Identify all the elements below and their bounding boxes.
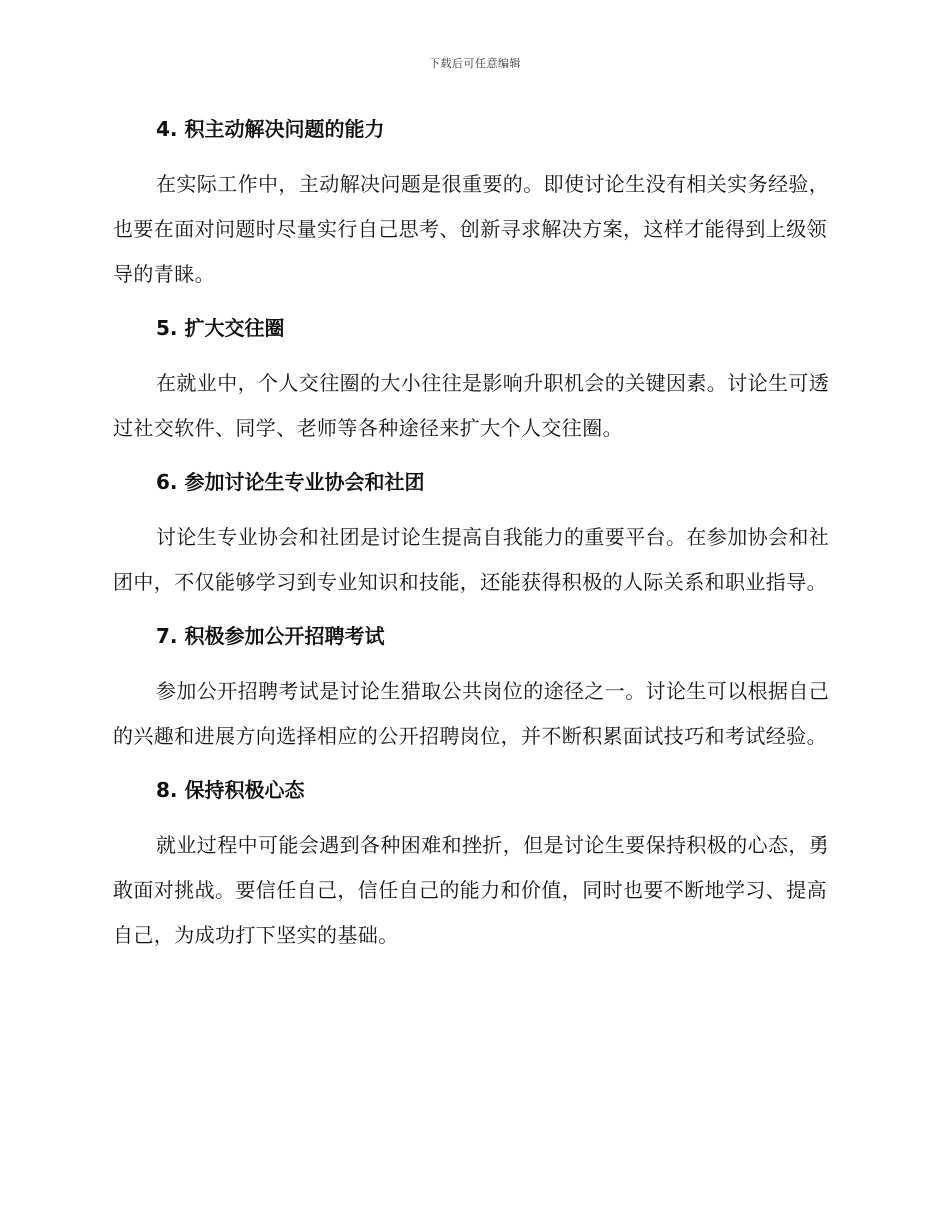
page-header: 下载后可任意编辑 — [429, 57, 521, 70]
section-paragraph: 参加公开招聘考试是讨论生猎取公共岗位的途径之一。讨论生可以根据自己的兴趣和进展方向选择相应的公开招聘岗位，并不断积累面试技巧和考试经验。 — [113, 679, 830, 748]
section-heading: 5. 扩大交往圈 — [156, 316, 285, 340]
section-8 — [113, 773, 833, 958]
section-7 — [113, 619, 833, 759]
section-heading: 7. 积极参加公开招聘考试 — [156, 624, 385, 648]
section-6 — [113, 465, 833, 605]
section-paragraph: 在就业中，个人交往圈的大小往往是影响升职机会的关键因素。讨论生可透过社交软件、同学、老师等各种途径来扩大个人交往圈。 — [113, 371, 830, 440]
document-body — [113, 112, 833, 972]
section-paragraph: 讨论生专业协会和社团是讨论生提高自我能力的重要平台。在参加协会和社团中，不仅能够学习到专业知识和技能，还能获得积极的人际关系和职业指导。 — [113, 525, 830, 594]
section-4 — [113, 112, 833, 297]
section-heading: 6. 参加讨论生专业协会和社团 — [156, 470, 425, 494]
section-heading: 4. 积主动解决问题的能力 — [156, 117, 385, 141]
section-heading: 8. 保持积极心态 — [156, 778, 305, 802]
section-5 — [113, 311, 833, 451]
section-paragraph: 就业过程中可能会遇到各种困难和挫折，但是讨论生要保持积极的心态，勇敢面对挑战。要信任自己，信任自己的能力和价值，同时也要不断地学习、提高自己，为成功打下坚实的基础。 — [113, 833, 830, 947]
section-paragraph: 在实际工作中，主动解决问题是很重要的。即使讨论生没有相关实务经验，也要在面对问题时尽量实行自己思考、创新寻求解决方案，这样才能得到上级领导的青睐。 — [113, 172, 830, 286]
